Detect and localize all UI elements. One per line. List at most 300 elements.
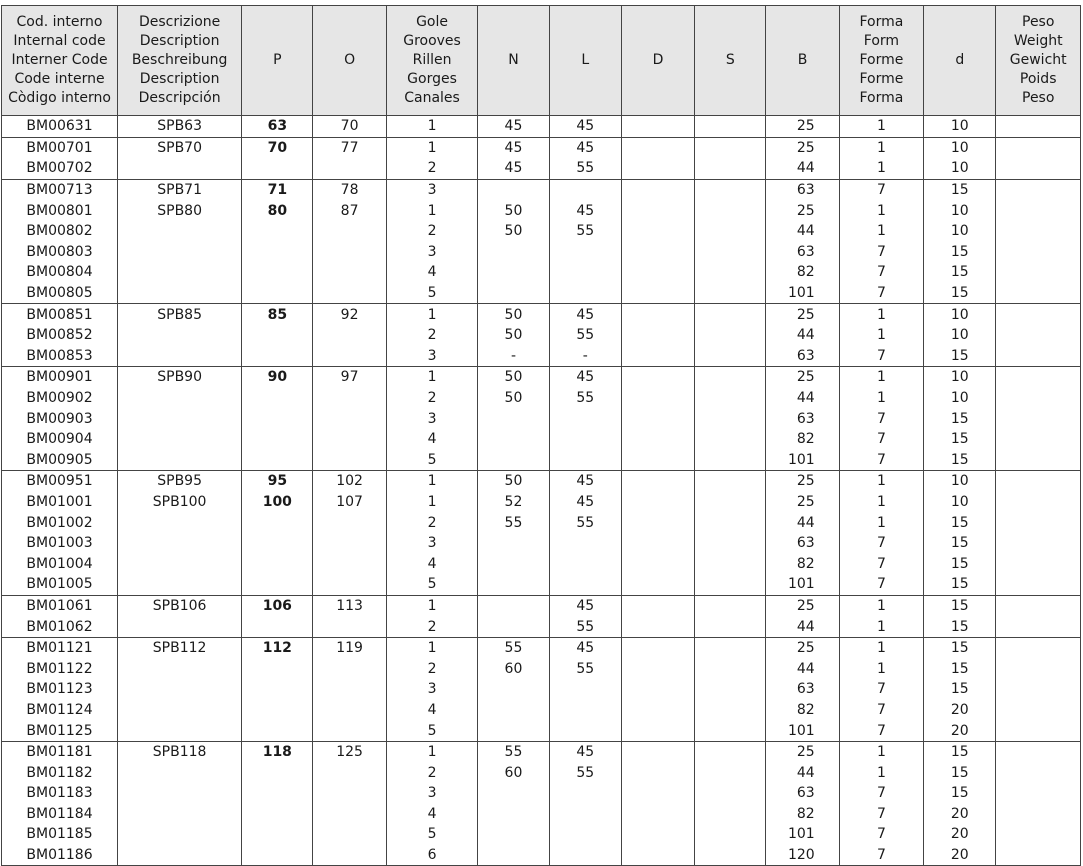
description-cell — [118, 388, 242, 409]
n-cell — [478, 804, 549, 825]
weight-cell — [996, 762, 1081, 783]
n-cell — [478, 616, 549, 637]
header-line: Rillen — [412, 52, 452, 68]
o-cell — [313, 262, 386, 283]
d-small-cell: 15 — [924, 762, 996, 783]
d-cell — [621, 658, 694, 679]
table-row — [2, 262, 1081, 283]
code-cell: BM01183 — [2, 783, 118, 804]
b-cell: 63 — [766, 679, 839, 700]
table-row — [2, 304, 1081, 325]
b-cell: 25 — [766, 137, 839, 158]
s-cell — [695, 137, 766, 158]
l-cell — [549, 845, 621, 866]
code-cell: BM00951 — [2, 471, 118, 492]
table-row — [2, 783, 1081, 804]
s-cell — [695, 762, 766, 783]
s-cell — [695, 637, 766, 658]
l-cell — [549, 429, 621, 450]
weight-cell — [996, 450, 1081, 471]
form-cell: 7 — [839, 533, 923, 554]
d-cell — [621, 616, 694, 637]
o-cell — [313, 679, 386, 700]
b-cell: 44 — [766, 616, 839, 637]
o-cell: 125 — [313, 741, 386, 762]
header-row — [2, 6, 1081, 116]
l-cell: 55 — [549, 158, 621, 179]
d-small-cell: 10 — [924, 367, 996, 388]
l-cell — [549, 262, 621, 283]
description-cell: SPB80 — [118, 200, 242, 221]
header-line: Grooves — [403, 33, 461, 49]
description-cell — [118, 679, 242, 700]
s-cell — [695, 574, 766, 595]
o-cell — [313, 658, 386, 679]
b-cell: 25 — [766, 116, 839, 138]
grooves-cell: 3 — [386, 533, 478, 554]
grooves-cell: 3 — [386, 242, 478, 263]
code-cell: BM01181 — [2, 741, 118, 762]
p-cell: 85 — [242, 304, 313, 325]
code-cell: BM01121 — [2, 637, 118, 658]
grooves-cell: 2 — [386, 512, 478, 533]
d-small-cell: 10 — [924, 221, 996, 242]
b-cell: 25 — [766, 595, 839, 616]
o-cell: 77 — [313, 137, 386, 158]
p-cell: 71 — [242, 179, 313, 200]
p-cell — [242, 783, 313, 804]
grooves-cell: 1 — [386, 116, 478, 138]
code-cell: BM01003 — [2, 533, 118, 554]
o-cell — [313, 553, 386, 574]
code-cell: BM01184 — [2, 804, 118, 825]
o-cell — [313, 221, 386, 242]
header-line: Internal code — [13, 33, 106, 49]
d-small-cell: 10 — [924, 158, 996, 179]
o-cell: 107 — [313, 492, 386, 513]
table-row — [2, 637, 1081, 658]
d-small-cell: 15 — [924, 346, 996, 367]
description-cell — [118, 429, 242, 450]
description-cell — [118, 242, 242, 263]
table-row — [2, 824, 1081, 845]
form-cell: 7 — [839, 553, 923, 574]
d-cell — [621, 824, 694, 845]
grooves-cell: 5 — [386, 574, 478, 595]
form-cell: 7 — [839, 700, 923, 721]
grooves-cell: 3 — [386, 408, 478, 429]
d-small-cell: 15 — [924, 658, 996, 679]
s-cell — [695, 533, 766, 554]
table-row — [2, 512, 1081, 533]
s-cell — [695, 221, 766, 242]
n-cell — [478, 574, 549, 595]
description-cell — [118, 762, 242, 783]
d-cell — [621, 637, 694, 658]
weight-cell — [996, 492, 1081, 513]
grooves-cell: 4 — [386, 429, 478, 450]
grooves-cell: 4 — [386, 804, 478, 825]
grooves-cell: 1 — [386, 137, 478, 158]
form-cell: 7 — [839, 346, 923, 367]
d-small-cell: 15 — [924, 283, 996, 304]
grooves-cell: 1 — [386, 304, 478, 325]
n-cell: 50 — [478, 325, 549, 346]
l-cell: 45 — [549, 741, 621, 762]
description-cell — [118, 553, 242, 574]
weight-cell — [996, 346, 1081, 367]
table-row — [2, 450, 1081, 471]
code-cell: BM00852 — [2, 325, 118, 346]
column-header-n — [478, 6, 549, 116]
s-cell — [695, 242, 766, 263]
d-cell — [621, 179, 694, 200]
s-cell — [695, 804, 766, 825]
code-cell: BM00903 — [2, 408, 118, 429]
weight-cell — [996, 824, 1081, 845]
form-cell: 7 — [839, 179, 923, 200]
o-cell — [313, 242, 386, 263]
d-small-cell: 15 — [924, 242, 996, 263]
column-header-d — [621, 6, 694, 116]
b-cell: 25 — [766, 741, 839, 762]
header-line: N — [508, 52, 519, 68]
form-cell: 1 — [839, 116, 923, 138]
l-cell — [549, 179, 621, 200]
form-cell: 1 — [839, 137, 923, 158]
column-header-description — [118, 6, 242, 116]
header-line: Weight — [1013, 33, 1063, 49]
n-cell — [478, 450, 549, 471]
b-cell: 63 — [766, 242, 839, 263]
p-cell — [242, 429, 313, 450]
b-cell: 82 — [766, 262, 839, 283]
l-cell — [549, 408, 621, 429]
n-cell — [478, 553, 549, 574]
code-cell: BM00901 — [2, 367, 118, 388]
header-line: Poids — [1019, 71, 1057, 87]
p-cell: 118 — [242, 741, 313, 762]
p-cell — [242, 512, 313, 533]
grooves-cell: 1 — [386, 367, 478, 388]
column-header-l — [549, 6, 621, 116]
description-cell: SPB118 — [118, 741, 242, 762]
o-cell — [313, 450, 386, 471]
form-cell: 1 — [839, 221, 923, 242]
p-cell: 112 — [242, 637, 313, 658]
code-cell: BM00904 — [2, 429, 118, 450]
description-cell — [118, 346, 242, 367]
d-cell — [621, 429, 694, 450]
form-cell: 7 — [839, 450, 923, 471]
n-cell: 60 — [478, 762, 549, 783]
header-line: D — [652, 52, 664, 68]
p-cell: 63 — [242, 116, 313, 138]
code-cell: BM01182 — [2, 762, 118, 783]
d-small-cell: 20 — [924, 845, 996, 866]
table-row — [2, 492, 1081, 513]
b-cell: 82 — [766, 700, 839, 721]
o-cell — [313, 346, 386, 367]
form-cell: 1 — [839, 637, 923, 658]
b-cell: 25 — [766, 471, 839, 492]
n-cell: 55 — [478, 637, 549, 658]
d-cell — [621, 533, 694, 554]
n-cell: - — [478, 346, 549, 367]
code-cell: BM00902 — [2, 388, 118, 409]
header-line: Gorges — [407, 71, 457, 87]
description-cell: SPB90 — [118, 367, 242, 388]
weight-cell — [996, 658, 1081, 679]
p-cell — [242, 616, 313, 637]
header-line: Beschreibung — [131, 52, 228, 68]
description-cell — [118, 262, 242, 283]
l-cell: 45 — [549, 304, 621, 325]
grooves-cell: 5 — [386, 720, 478, 741]
d-small-cell: 15 — [924, 637, 996, 658]
table-row — [2, 137, 1081, 158]
d-small-cell: 20 — [924, 720, 996, 741]
l-cell — [549, 450, 621, 471]
column-header-o — [313, 6, 386, 116]
form-cell: 7 — [839, 242, 923, 263]
code-cell: BM01125 — [2, 720, 118, 741]
grooves-cell: 2 — [386, 388, 478, 409]
p-cell — [242, 679, 313, 700]
b-cell: 25 — [766, 637, 839, 658]
header-line: Forme — [859, 52, 904, 68]
header-line: Description — [139, 33, 220, 49]
weight-cell — [996, 325, 1081, 346]
table-row — [2, 116, 1081, 138]
weight-cell — [996, 720, 1081, 741]
d-cell — [621, 367, 694, 388]
header-line: Descrizione — [138, 14, 221, 30]
table-row — [2, 242, 1081, 263]
p-cell — [242, 574, 313, 595]
form-cell: 7 — [839, 804, 923, 825]
s-cell — [695, 471, 766, 492]
header-line: P — [273, 52, 282, 68]
weight-cell — [996, 845, 1081, 866]
b-cell: 101 — [766, 720, 839, 741]
s-cell — [695, 658, 766, 679]
code-cell: BM00803 — [2, 242, 118, 263]
s-cell — [695, 824, 766, 845]
d-cell — [621, 492, 694, 513]
column-header-form — [839, 6, 923, 116]
description-cell — [118, 450, 242, 471]
table-row — [2, 700, 1081, 721]
code-cell: BM00802 — [2, 221, 118, 242]
s-cell — [695, 720, 766, 741]
description-cell — [118, 574, 242, 595]
d-cell — [621, 553, 694, 574]
column-header-d-small — [924, 6, 996, 116]
d-small-cell: 15 — [924, 616, 996, 637]
s-cell — [695, 158, 766, 179]
form-cell: 1 — [839, 325, 923, 346]
weight-cell — [996, 741, 1081, 762]
form-cell: 1 — [839, 200, 923, 221]
table-row — [2, 679, 1081, 700]
form-cell: 1 — [839, 658, 923, 679]
table-row — [2, 408, 1081, 429]
o-cell — [313, 408, 386, 429]
code-cell: BM01004 — [2, 553, 118, 574]
header-line: Cod. interno — [16, 14, 103, 30]
d-cell — [621, 158, 694, 179]
p-cell — [242, 845, 313, 866]
d-small-cell: 15 — [924, 179, 996, 200]
p-cell — [242, 553, 313, 574]
grooves-cell: 3 — [386, 783, 478, 804]
code-cell: BM00702 — [2, 158, 118, 179]
p-cell — [242, 346, 313, 367]
weight-cell — [996, 512, 1081, 533]
form-cell: 7 — [839, 720, 923, 741]
header-line: S — [725, 52, 735, 68]
header-line: L — [581, 52, 590, 68]
o-cell — [313, 388, 386, 409]
b-cell: 25 — [766, 304, 839, 325]
grooves-cell: 4 — [386, 700, 478, 721]
form-cell: 7 — [839, 408, 923, 429]
table-row — [2, 429, 1081, 450]
p-cell — [242, 221, 313, 242]
p-cell — [242, 804, 313, 825]
d-small-cell: 20 — [924, 824, 996, 845]
d-small-cell: 15 — [924, 262, 996, 283]
form-cell: 1 — [839, 512, 923, 533]
weight-cell — [996, 408, 1081, 429]
p-cell — [242, 533, 313, 554]
l-cell — [549, 804, 621, 825]
d-cell — [621, 512, 694, 533]
header-line: Forma — [859, 90, 904, 106]
form-cell: 7 — [839, 679, 923, 700]
weight-cell — [996, 783, 1081, 804]
s-cell — [695, 741, 766, 762]
code-cell: BM00701 — [2, 137, 118, 158]
o-cell: 78 — [313, 179, 386, 200]
form-cell: 1 — [839, 492, 923, 513]
weight-cell — [996, 700, 1081, 721]
form-cell: 1 — [839, 616, 923, 637]
product-table — [1, 5, 1081, 866]
code-cell: BM01001 — [2, 492, 118, 513]
s-cell — [695, 408, 766, 429]
grooves-cell: 3 — [386, 179, 478, 200]
b-cell: 120 — [766, 845, 839, 866]
weight-cell — [996, 388, 1081, 409]
weight-cell — [996, 137, 1081, 158]
table-row — [2, 179, 1081, 200]
p-cell — [242, 283, 313, 304]
n-cell — [478, 720, 549, 741]
l-cell: - — [549, 346, 621, 367]
l-cell: 55 — [549, 388, 621, 409]
n-cell — [478, 262, 549, 283]
l-cell: 55 — [549, 616, 621, 637]
l-cell — [549, 824, 621, 845]
p-cell — [242, 720, 313, 741]
weight-cell — [996, 221, 1081, 242]
code-cell: BM01005 — [2, 574, 118, 595]
column-header-grooves — [386, 6, 478, 116]
b-cell: 63 — [766, 783, 839, 804]
code-cell: BM00801 — [2, 200, 118, 221]
form-cell: 1 — [839, 388, 923, 409]
o-cell: 119 — [313, 637, 386, 658]
d-small-cell: 15 — [924, 553, 996, 574]
o-cell — [313, 158, 386, 179]
s-cell — [695, 429, 766, 450]
p-cell — [242, 388, 313, 409]
table-row — [2, 741, 1081, 762]
s-cell — [695, 200, 766, 221]
d-cell — [621, 388, 694, 409]
b-cell: 82 — [766, 429, 839, 450]
b-cell: 25 — [766, 367, 839, 388]
d-cell — [621, 762, 694, 783]
n-cell: 52 — [478, 492, 549, 513]
grooves-cell: 1 — [386, 637, 478, 658]
code-cell: BM01002 — [2, 512, 118, 533]
header-line: Canales — [404, 90, 460, 106]
code-cell: BM01186 — [2, 845, 118, 866]
weight-cell — [996, 429, 1081, 450]
form-cell: 7 — [839, 262, 923, 283]
l-cell — [549, 553, 621, 574]
table-row — [2, 720, 1081, 741]
d-small-cell: 20 — [924, 700, 996, 721]
l-cell — [549, 283, 621, 304]
p-cell: 95 — [242, 471, 313, 492]
form-cell: 7 — [839, 574, 923, 595]
b-cell: 44 — [766, 658, 839, 679]
header-line: Gole — [416, 14, 448, 30]
grooves-cell: 6 — [386, 845, 478, 866]
p-cell: 70 — [242, 137, 313, 158]
l-cell: 55 — [549, 325, 621, 346]
d-small-cell: 10 — [924, 325, 996, 346]
s-cell — [695, 616, 766, 637]
d-cell — [621, 741, 694, 762]
table-row — [2, 553, 1081, 574]
d-small-cell: 10 — [924, 200, 996, 221]
description-cell: SPB106 — [118, 595, 242, 616]
weight-cell — [996, 595, 1081, 616]
grooves-cell: 2 — [386, 658, 478, 679]
o-cell — [313, 700, 386, 721]
b-cell: 63 — [766, 408, 839, 429]
header-line: O — [344, 52, 356, 68]
weight-cell — [996, 471, 1081, 492]
p-cell — [242, 700, 313, 721]
d-small-cell: 15 — [924, 574, 996, 595]
d-small-cell: 20 — [924, 804, 996, 825]
d-small-cell: 15 — [924, 741, 996, 762]
l-cell: 45 — [549, 116, 621, 138]
d-small-cell: 10 — [924, 304, 996, 325]
table-row — [2, 533, 1081, 554]
header-line: Còdigo interno — [8, 90, 111, 106]
b-cell: 44 — [766, 762, 839, 783]
n-cell — [478, 595, 549, 616]
b-cell: 82 — [766, 553, 839, 574]
o-cell — [313, 283, 386, 304]
